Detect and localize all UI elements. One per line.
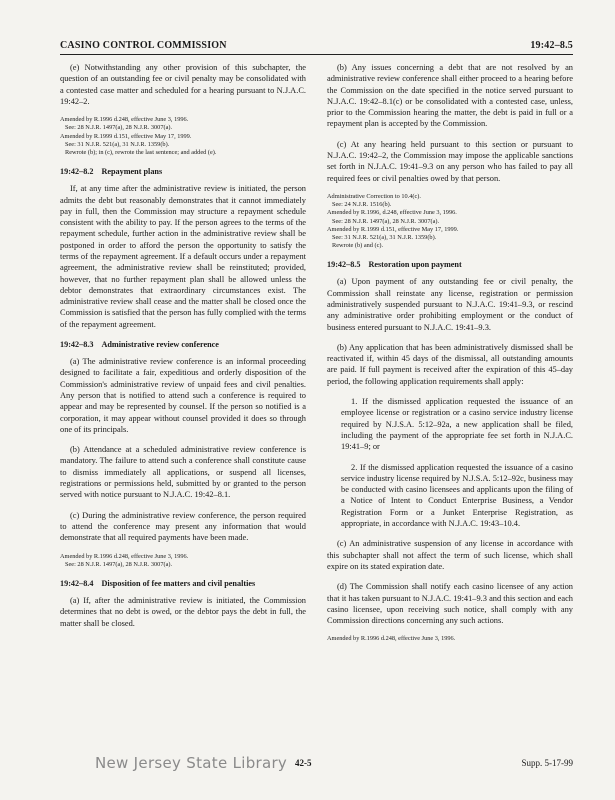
- history-note-line: Amended by R.1996, d.248, effective June 3, 1996.: [327, 209, 457, 217]
- history-note-line: See: 28 N.J.R. 1497(a), 28 N.J.R. 3007(a).: [65, 560, 173, 568]
- section-number: 19:42–8.5: [327, 260, 361, 270]
- history-note: [327, 193, 573, 250]
- page-number: 42-5: [295, 758, 312, 768]
- history-note-line: See: 31 N.J.R. 521(a), 31 N.J.R. 1359(b).: [65, 140, 170, 148]
- paragraph: (a) Upon payment of any outstanding fee or civil penalty, the Commission shall reinstate any license, registration or permission administratively suspended pursuant to N.J.A.C. 19:41–9.3, or rescind any administrative order prohibiting employment or the conduct of business entered pursuant to N.J.A.C. 19:41–9.3.: [327, 277, 573, 332]
- section-number: 19:42–8.2: [60, 167, 94, 177]
- history-note-line: Amended by R.1996 d.248, effective June 3, 1996.: [327, 635, 456, 643]
- list-item: 1. If the dismissed application requested the issuance of an employee license or registration or a casino service industry license required by N.J.S.A. 5:12–92a, a new application shall be filed, including the payment of the appropriate fee set forth in N.J.A.C. 19:41–9; or: [341, 397, 573, 452]
- paragraph: (b) Attendance at a scheduled administrative review conference is mandatory. The failure to attend such a conference shall constitute cause to dismiss immediately all applications, or suspend all licenses, registrations or permissions held, submitted by or granted to the person served with notice pursuant to N.J.A.C. 19:42–8.1.: [60, 445, 306, 500]
- supplement-date: Supp. 5-17-99: [521, 758, 573, 768]
- paragraph: (c) During the administrative review conference, the person required to attend the conference may present any information that would demonstrate that all required payments have been made.: [60, 510, 306, 543]
- header-title: CASINO CONTROL COMMISSION: [60, 40, 227, 51]
- history-note: [60, 116, 306, 157]
- library-stamp: New Jersey State Library: [95, 754, 288, 772]
- history-note-line: Amended by R.1999 d.151, effective May 17, 1999.: [60, 132, 192, 140]
- paragraph: (e) Notwithstanding any other provision of this subchapter, the question of an outstanding fee or civil penalty may be consolidated with a contested case matter and scheduled for a hearing pursuant to N.J.A.C. 19:42–2.: [60, 63, 306, 106]
- history-note-line: See: 28 N.J.R. 1497(a), 28 N.J.R. 3007(a).: [65, 124, 173, 132]
- history-note-line: Rewrote (b); in (c), rewrote the last sentence; and added (e).: [65, 149, 217, 156]
- history-note-line: Amended by R.1999 d.151, effective May 17, 1999.: [327, 225, 459, 233]
- section-title: Restoration upon payment: [368, 260, 462, 270]
- section-title: Repayment plans: [101, 167, 163, 177]
- section-number: 19:42–8.3: [60, 340, 94, 350]
- running-header: [60, 38, 573, 55]
- numbered-list: [327, 396, 573, 529]
- history-note: [327, 635, 573, 643]
- paragraph: (c) An administrative suspension of any license in accordance with this subchapter shall not affect the term of such license, which shall expire on its stated expiration date.: [327, 539, 573, 571]
- header-section: 19:42–8.5: [530, 40, 573, 51]
- history-note-line: See: 28 N.J.R. 1497(a), 28 N.J.R. 3007(a).: [332, 217, 440, 225]
- paragraph: (a) The administrative review conference is an informal proceeding designed to facilitate a fair, expeditious and orderly disposition of the Commission's administrative review of unpaid fees and civil penalties. Any person that is notified to attend such a conference is required to appear and may be represented by counsel. If the person so notified is a corporation, it may appear without counsel provided it does so through one of its principals.: [60, 357, 306, 434]
- history-note-line: Administrative Correction to 10.4(c).: [327, 192, 421, 200]
- section-heading: [327, 259, 573, 270]
- history-note-line: Rewrote (b) and (c).: [332, 242, 384, 250]
- section-heading: [60, 166, 306, 177]
- paragraph: If, at any time after the administrative review is initiated, the person admits the debt but reasonably demonstrates that it cannot immediately pay in full, then the Commission may structure a repayment schedule consistent with the ability to pay. If the person agrees to the terms of the repayment schedule, further action in the administrative review shall be postponed in order to afford the person the opportunity to satisfy the terms of the repayment agreement. If a default occurs under a repayment agreement, the administrative review shall be reinstituted; provided, however, that no further repayment plan shall be allowed unless the debtor demonstrates that extraordinary circumstances exist. The administrative review shall cease and the matter shall be closed once the Commission is satisfied that the person has fully complied with the terms of the repayment agreement.: [60, 184, 306, 329]
- section-heading: [60, 339, 306, 350]
- section-title: Administrative review conference: [101, 340, 219, 350]
- paragraph: (b) Any issues concerning a debt that are not resolved by an administrative review conference shall either proceed to a hearing before the Commission on the date specified in the notice served pursuant to N.J.A.C. 19:42–8.1(c) or be consolidated with a contested case, unless, prior to the Commission hearing the matter, the debt is paid in full or a repayment plan is accepted by the Commission.: [327, 63, 573, 129]
- right-column: [327, 62, 573, 653]
- paragraph: (c) At any hearing held pursuant to this section or pursuant to N.J.A.C. 19:42–2, the Commission may impose the applicable sanctions set forth in N.J.A.C. 19:41–9.3 on any person who has failed to pay all required fees or civil penalties owed by that person.: [327, 139, 573, 183]
- section-number: 19:42–8.4: [60, 578, 94, 588]
- history-note-line: Amended by R.1996 d.248, effective June 3, 1996.: [60, 552, 189, 560]
- paragraph: (a) If, after the administrative review is initiated, the Commission determines that no debt is owed, or the debtor pays the debt in full, the matter shall be closed.: [60, 595, 306, 628]
- section-heading: [60, 578, 306, 589]
- paragraph: (b) Any application that has been administratively dismissed shall be reactivated if, within 45 days of the dismissal, all outstanding amounts are paid. If full payment is received after the expiration of this 45–day period, the following application requirements shall apply:: [327, 342, 573, 386]
- page-footer: [0, 752, 615, 780]
- history-note-line: See: 24 N.J.R. 1516(b).: [332, 201, 392, 209]
- list-item: 2. If the dismissed application requested the issuance of a casino service industry license required by N.J.S.A. 5:12–92c, business may be conducted with casino licensees and applicants upon the filing of a Notice of Intent to Conduct Enterprise Business, a Vendor Registration Form or a Junket Enterprise Registration, as appropriate, in accordance with N.J.A.C. 19:43–10.4.: [341, 462, 573, 529]
- history-note-line: See: 31 N.J.R. 521(a), 31 N.J.R. 1359(b).: [332, 233, 437, 241]
- left-column: [60, 62, 306, 638]
- paragraph: (d) The Commission shall notify each casino licensee of any action that it has taken pursuant to N.J.A.C. 19:41–9.3 and this section and each casino licensee, upon receiving such notice, shall comply with any Commission directions concerning any such actions.: [327, 582, 573, 626]
- section-title: Disposition of fee matters and civil penalties: [101, 578, 256, 588]
- history-note: [60, 553, 306, 569]
- history-note-line: Amended by R.1996 d.248, effective June 3, 1996.: [60, 116, 189, 124]
